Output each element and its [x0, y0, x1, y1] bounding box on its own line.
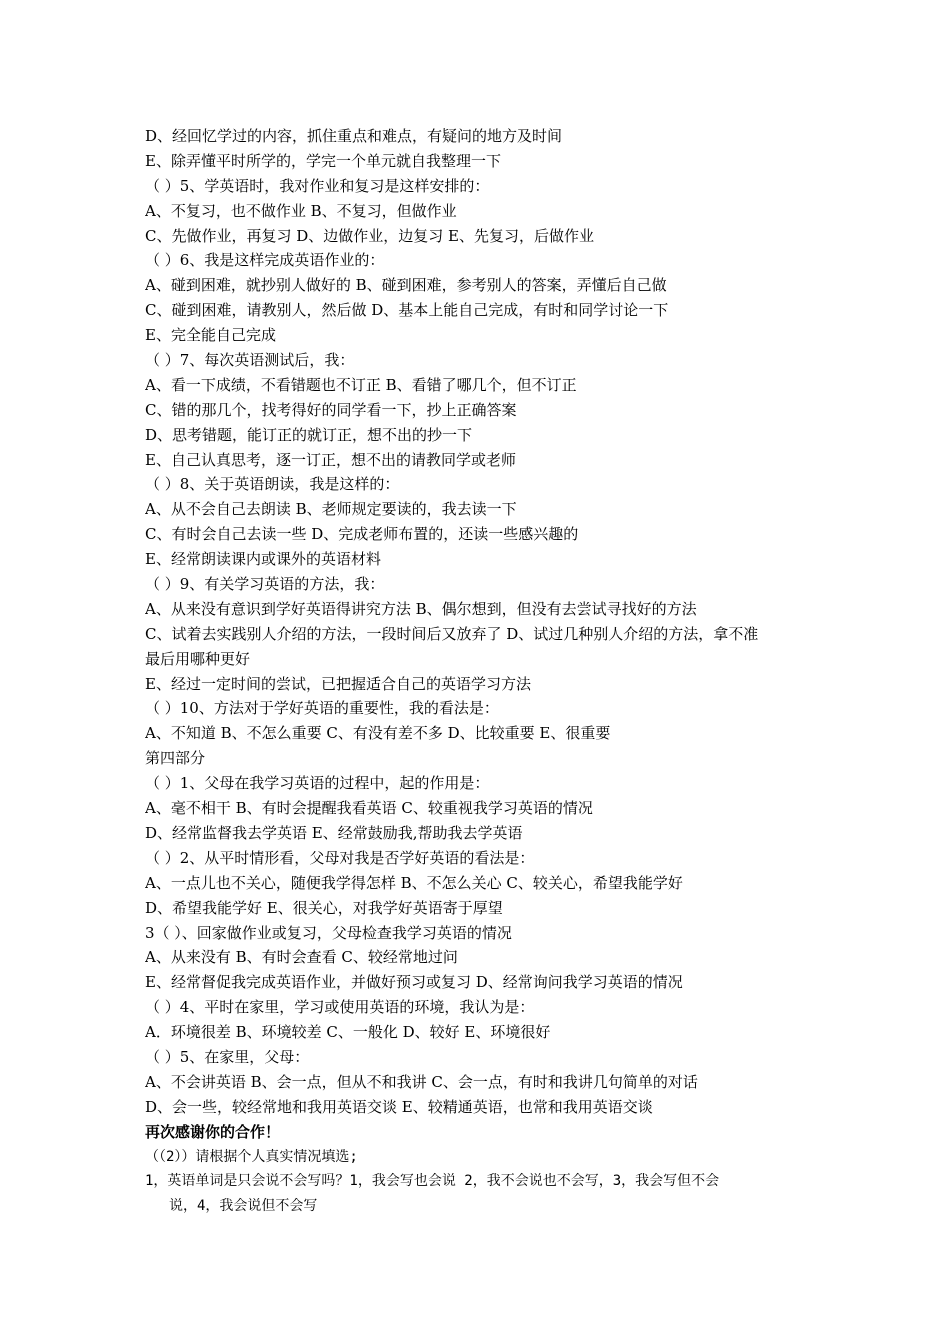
text-line: D、经回忆学过的内容，抓住重点和难点，有疑问的地方及时间: [145, 127, 563, 145]
question-line: （ ）5、在家里，父母：: [145, 1047, 310, 1066]
option-line: E、经常督促我完成英语作业，并做好预习或复习 D、经常询问我学习英语的情况: [145, 973, 683, 992]
question-line: （ ）6、我是这样完成英语作业的：: [145, 251, 385, 270]
option-line: E、完全能自己完成: [145, 326, 276, 345]
option-line: A、不知道 B、不怎么重要 C、有没有差不多 D、比较重要 E、很重要: [145, 724, 611, 743]
survey-question-1: 1，英语单词是只会说不会写吗？1，我会写也会说 2，我不会说也不会写，3，我会写但不会: [145, 1173, 720, 1190]
question-line: 3（ ）、回家做作业或复习，父母检查我学习英语的情况: [145, 923, 512, 942]
question-line: （ ）8、关于英语朗读，我是这样的：: [145, 475, 400, 494]
thanks-line: 再次感谢你的合作！: [145, 1122, 281, 1141]
option-line: D、希望我能学好 E、很关心，对我学好英语寄于厚望: [145, 898, 503, 917]
question-line: （ ）4、平时在家里，学习或使用英语的环境，我认为是：: [145, 998, 535, 1017]
option-line: A．环境很差 B、环境较差 C、一般化 D、较好 E、环境很好: [145, 1023, 551, 1042]
option-line: E、自己认真思考，逐一订正，想不出的请教同学或老师: [145, 450, 516, 469]
option-line: A、不会讲英语 B、会一点，但从不和我讲 C、会一点，有时和我讲几句简单的对话: [145, 1072, 698, 1091]
question-line: （ ）2、从平时情形看，父母对我是否学好英语的看法是：: [145, 848, 535, 867]
document-body: [145, 124, 815, 1219]
option-line: A、不复习，也不做作业 B、不复习，但做作业: [145, 201, 457, 220]
survey-question-1-continued: 说，4，我会说但不会写: [169, 1198, 318, 1215]
question-line: （ ）7、每次英语测试后，我：: [145, 351, 355, 370]
question-line: （ ）5、学英语时，我对作业和复习是这样安排的：: [145, 176, 490, 195]
option-line: A、看一下成绩，不看错题也不订正 B、看错了哪几个，但不订正: [145, 375, 577, 394]
option-line: C、试着去实践别人介绍的方法，一段时间后又放弃了 D、试过几种别人介绍的方法，拿不准: [145, 624, 759, 643]
fill-prompt: （（2））请根据个人真实情况填选;: [145, 1148, 358, 1165]
option-line: A、毫不相干 B、有时会提醒我看英语 C、较重视我学习英语的情况: [145, 799, 593, 818]
option-line: E、经过一定时间的尝试，已把握适合自己的英语学习方法: [145, 674, 531, 693]
question-line: （ ）10、方法对于学好英语的重要性，我的看法是：: [145, 699, 499, 718]
option-line: D、经常监督我去学英语 E、经常鼓励我,帮助我去学英语: [145, 823, 523, 842]
option-line: C、先做作业，再复习 D、边做作业，边复习 E、先复习，后做作业: [145, 226, 594, 245]
option-line: C、有时会自己去读一些 D、完成老师布置的，还读一些感兴趣的: [145, 525, 579, 544]
option-line: D、思考错题，能订正的就订正，想不出的抄一下: [145, 425, 473, 444]
text-line: E、除弄懂平时所学的，学完一个单元就自我整理一下: [145, 151, 501, 170]
option-line: C、错的那几个，找考得好的同学看一下，抄上正确答案: [145, 400, 517, 419]
section-heading: 第四部分: [145, 749, 206, 768]
option-line: 最后用哪种更好: [145, 649, 251, 668]
question-line: （ ）9、有关学习英语的方法，我：: [145, 575, 385, 594]
option-line: A、从来没有意识到学好英语得讲究方法 B、偶尔想到，但没有去尝试寻找好的方法: [145, 599, 697, 618]
question-line: （ ）1、父母在我学习英语的过程中，起的作用是：: [145, 774, 490, 793]
option-line: A、碰到困难，就抄别人做好的 B、碰到困难，参考别人的答案，弄懂后自己做: [145, 276, 667, 295]
option-line: D、会一些，较经常地和我用英语交谈 E、较精通英语，也常和我用英语交谈: [145, 1097, 653, 1116]
option-line: A、从不会自己去朗读 B、老师规定要读的，我去读一下: [145, 500, 517, 519]
option-line: C、碰到困难，请教别人，然后做 D、基本上能自己完成，有时和同学讨论一下: [145, 301, 669, 320]
option-line: A、一点儿也不关心，随便我学得怎样 B、不怎么关心 C、较关心，希望我能学好: [145, 873, 683, 892]
option-line: E、经常朗读课内或课外的英语材料: [145, 550, 381, 569]
option-line: A、从来没有 B、有时会查看 C、较经常地过问: [145, 948, 458, 967]
